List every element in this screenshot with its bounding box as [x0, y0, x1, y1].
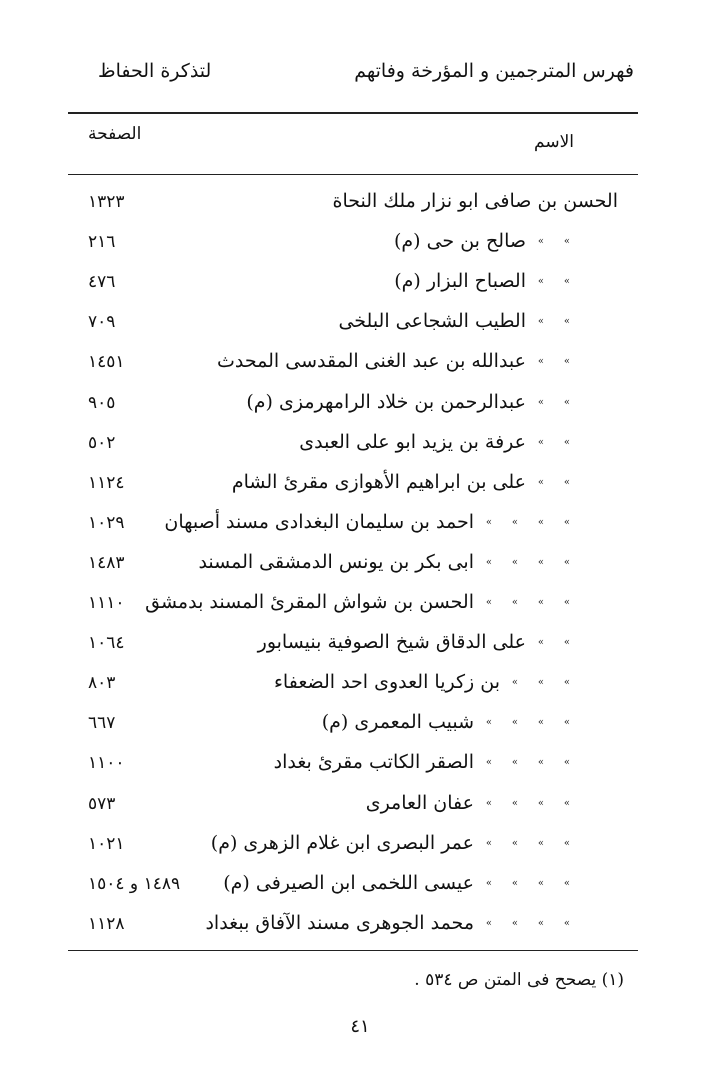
entry-name: ابى بكر بن يونس الدمشقى المسند: [198, 550, 474, 573]
ditto-mark: »: [511, 516, 518, 528]
ditto-mark: »: [511, 797, 518, 809]
ditto-mark: »: [537, 516, 544, 528]
entry-page: ٤٧٦: [88, 272, 116, 293]
ditto-mark: »: [537, 316, 544, 328]
ditto-mark: »: [563, 637, 570, 649]
ditto-mark: »: [563, 717, 570, 729]
ditto-mark: »: [485, 556, 492, 568]
table-row: [68, 184, 638, 224]
ditto-mark: »: [485, 837, 492, 849]
entry-page: ١٠٢١: [88, 833, 125, 854]
entry-name: الحسن بن صافى ابو نزار ملك النحاة: [332, 190, 618, 212]
entry-name: عرفة بن يزيد ابو على العبدى: [299, 430, 526, 453]
ditto-mark: »: [537, 436, 544, 448]
ditto-mark: »: [563, 236, 570, 248]
ditto-mark: »: [511, 556, 518, 568]
ditto-mark: »: [537, 637, 544, 649]
entry-name: عفان العامرى: [365, 791, 474, 814]
table-row: [68, 385, 638, 425]
entry-page: ١٠٢٩: [88, 512, 125, 533]
table-row: [68, 786, 638, 826]
entry-name: احمد بن سليمان البغدادى مسند أصبهان: [164, 510, 474, 533]
entry-name: عبدالرحمن بن خلاد الرامهرمزى (م): [246, 390, 526, 413]
column-header-page: الصفحة: [88, 124, 142, 144]
ditto-mark: »: [563, 516, 570, 528]
ditto-mark: »: [563, 597, 570, 608]
entry-page: ١٠٦٤: [88, 633, 125, 654]
ditto-mark: »: [537, 717, 544, 729]
entry-page: ١١٢٤: [88, 472, 125, 493]
footnote-rule: [68, 950, 638, 951]
entry-name: شبيب المعمرى (م): [321, 711, 474, 734]
entry-page: ٥٠٢: [88, 432, 116, 453]
ditto-mark: »: [563, 677, 570, 689]
ditto-mark: »: [537, 476, 544, 488]
entry-page: ٨٠٣: [88, 673, 116, 694]
table-row: [68, 665, 638, 705]
ditto-mark: »: [485, 717, 492, 729]
table-row: [68, 465, 638, 505]
table-row: [68, 224, 638, 264]
entry-name: الصباح البزار (م): [394, 270, 526, 293]
ditto-mark: »: [485, 757, 492, 769]
ditto-mark: »: [563, 396, 570, 408]
entry-page: ٩٠٥: [88, 392, 116, 413]
entry-name: عبدالله بن عبد الغنى المقدسى المحدث: [217, 350, 526, 373]
ditto-mark: »: [563, 877, 570, 889]
ditto-mark: »: [537, 877, 544, 889]
ditto-mark: »: [537, 396, 544, 408]
ditto-mark: »: [537, 356, 544, 368]
table-row: [68, 866, 638, 906]
entry-page: ٦٦٧: [88, 713, 116, 734]
ditto-mark: »: [563, 917, 570, 929]
ditto-mark: »: [563, 476, 570, 488]
ditto-mark: »: [485, 597, 492, 608]
table-row: [68, 625, 638, 665]
ditto-mark: »: [563, 316, 570, 328]
ditto-mark: »: [537, 556, 544, 568]
table-row: [68, 304, 638, 344]
entry-name: صالح بن حى (م): [393, 230, 526, 253]
ditto-mark: »: [511, 837, 518, 849]
table-row: [68, 826, 638, 866]
ditto-mark: »: [563, 276, 570, 288]
entry-page: ١١٢٨: [88, 913, 125, 934]
header-rule: [68, 112, 638, 114]
table-row: [68, 344, 638, 384]
column-header-rule: [68, 174, 638, 175]
entry-page: ١٤٥١: [88, 352, 125, 373]
entry-page: ١١١٠: [88, 593, 125, 613]
running-header-title: فهرس المترجمين و المؤرخة وفاتهم: [354, 60, 634, 82]
entry-page: ٢١٦: [88, 232, 116, 253]
ditto-mark: »: [537, 837, 544, 849]
running-header-book: لتذكرة الحفاظ: [98, 60, 212, 82]
ditto-mark: »: [563, 797, 570, 809]
ditto-mark: »: [511, 757, 518, 769]
entry-name: الصقر الكاتب مقرئ بغداد: [273, 751, 474, 774]
entry-name: عمر البصرى ابن غلام الزهرى (م): [210, 831, 474, 854]
entry-page: ٥٧٣: [88, 793, 116, 814]
ditto-mark: »: [485, 516, 492, 528]
table-row: [68, 705, 638, 745]
entry-name: الطيب الشجاعى البلخى: [338, 310, 526, 333]
table-row: [68, 264, 638, 304]
table-row: [68, 505, 638, 545]
ditto-mark: »: [563, 556, 570, 568]
entry-page: ٧٠٩: [88, 312, 116, 333]
entry-page: ١٤٨٣: [88, 552, 125, 573]
ditto-mark: »: [537, 917, 544, 929]
ditto-mark: »: [537, 236, 544, 248]
table-row: [68, 906, 638, 946]
entry-page: ١٣٢٣: [88, 192, 125, 212]
entry-name: عيسى اللخمى ابن الصيرفى (م): [223, 871, 474, 894]
entry-name: على بن ابراهيم الأهوازى مقرئ الشام: [231, 470, 526, 493]
table-row: [68, 745, 638, 785]
ditto-mark: »: [511, 677, 518, 689]
table-row: [68, 425, 638, 465]
ditto-mark: »: [537, 276, 544, 288]
ditto-mark: »: [563, 837, 570, 849]
ditto-mark: »: [563, 356, 570, 368]
ditto-mark: »: [485, 797, 492, 809]
ditto-mark: »: [537, 797, 544, 809]
table-row: [68, 585, 638, 625]
ditto-mark: »: [563, 757, 570, 769]
ditto-mark: »: [537, 677, 544, 689]
column-header-name: الاسم: [534, 132, 574, 152]
entry-name: الحسن بن شواش المقرئ المسند بدمشق: [145, 591, 474, 613]
table-row: [68, 545, 638, 585]
ditto-mark: »: [511, 877, 518, 889]
ditto-mark: »: [537, 597, 544, 608]
ditto-mark: »: [485, 917, 492, 929]
ditto-mark: »: [537, 757, 544, 769]
ditto-mark: »: [511, 597, 518, 608]
footnote: (١) يصحح فى المتن ص ٥٣٤ .: [414, 970, 624, 990]
entry-page: ١١٠٠: [88, 753, 125, 774]
ditto-mark: »: [563, 436, 570, 448]
ditto-mark: »: [511, 917, 518, 929]
entry-page: ١٤٨٩ و ١٥٠٤: [88, 873, 181, 894]
entry-name: على الدقاق شيخ الصوفية بنيسابور: [257, 631, 526, 654]
entry-name: بن زكريا العدوى احد الضعفاء: [274, 671, 500, 694]
ditto-mark: »: [511, 717, 518, 729]
entry-name: محمد الجوهرى مسند الآفاق ببغداد: [205, 911, 474, 934]
ditto-mark: »: [485, 877, 492, 889]
page-number: ٤١: [350, 1016, 370, 1037]
